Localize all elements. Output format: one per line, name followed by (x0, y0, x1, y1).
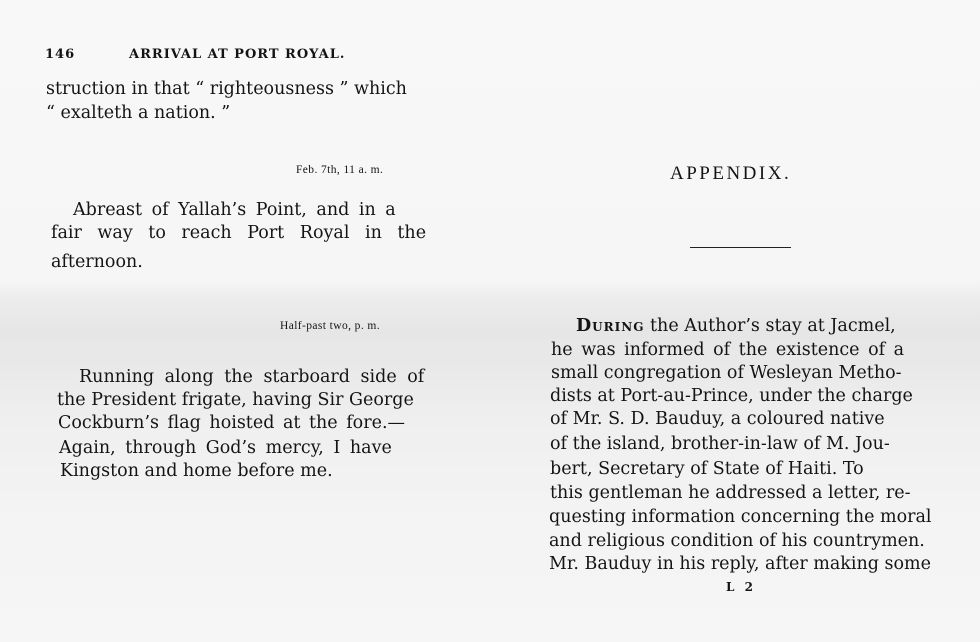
entry-line: fair way to reach Port Royal in the (51, 223, 427, 243)
entry-dateline: Feb. 7th, 11 a. m. (296, 164, 384, 176)
appendix-line: and religious condition of his countrymen. (549, 531, 925, 551)
appendix-line: bert, Secretary of State of Haiti. To (550, 459, 864, 479)
entry-line: Cockburn’s flag hoisted at the fore.— (58, 413, 406, 433)
running-head: ARRIVAL AT PORT ROYAL. (129, 47, 346, 62)
entry-line: Again, through God’s mercy, I have (59, 438, 392, 458)
appendix-title: APPENDIX. (670, 163, 792, 184)
appendix-line: Mr. Bauduy in his reply, after making some (549, 554, 931, 574)
page-number: 146 (45, 47, 76, 62)
entry-line: Kingston and home before me. (60, 461, 333, 481)
continuation-line: “ exalteth a nation. ” (46, 103, 231, 123)
signature-mark: L 2 (726, 580, 756, 594)
title-rule (690, 247, 791, 248)
appendix-line: he was informed of the existence of a (551, 340, 905, 360)
entry-line: afternoon. (51, 252, 143, 272)
running-header (45, 47, 345, 62)
drop-word: During (576, 316, 645, 336)
appendix-first-line-text: the Author’s stay at Jacmel, (644, 316, 896, 336)
entry-dateline: Half-past two, p. m. (280, 320, 380, 332)
appendix-line: questing information concerning the moral (549, 507, 932, 527)
entry-line: Running along the starboard side of (79, 367, 425, 387)
continuation-line: struction in that “ righteousness ” which (46, 79, 407, 99)
entry-line: Abreast of Yallah’s Point, and in a (73, 200, 396, 220)
appendix-line: small congregation of Wesleyan Metho- (551, 363, 902, 383)
appendix-first-line (576, 315, 896, 337)
appendix-line: dists at Port-au-Prince, under the charge (550, 386, 913, 406)
appendix-line: this gentleman he addressed a letter, re- (550, 483, 911, 503)
entry-line: the President frigate, having Sir George (57, 390, 414, 410)
appendix-line: of Mr. S. D. Bauduy, a coloured native (550, 409, 885, 429)
appendix-line: of the island, brother-in-law of M. Jou- (550, 434, 890, 454)
